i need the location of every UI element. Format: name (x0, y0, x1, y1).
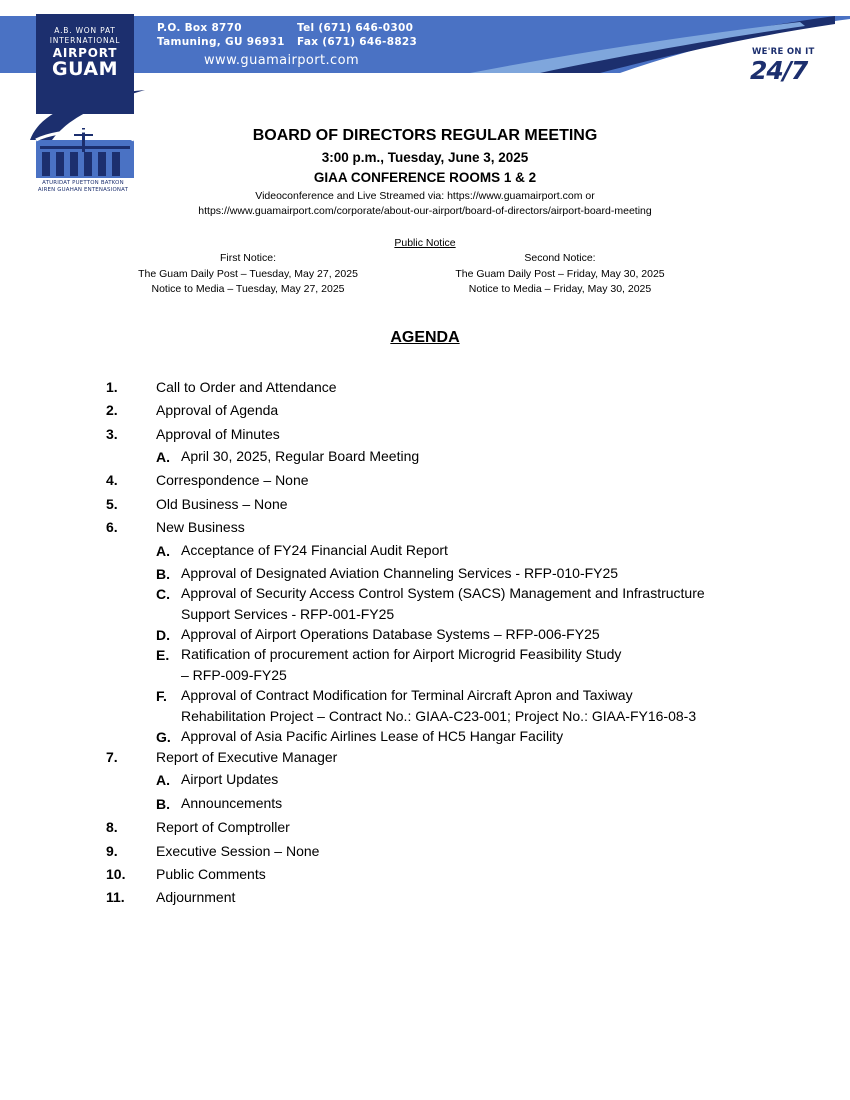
agenda-sub-letter: A. (156, 449, 170, 465)
agenda-sub-letter: A. (156, 772, 170, 788)
agenda-number: 4. (106, 472, 118, 488)
agenda-number: 7. (106, 749, 118, 765)
stream-line2: https://www.guamairport.com/corporate/about-our-airport/board-of-directors/airport-board-meeting (198, 205, 652, 217)
agenda-item: Old Business – None (156, 496, 288, 512)
agenda-sub-item: Approval of Contract Modification for Terminal Aircraft Apron and Taxiway Rehabilitation Project – Contract No.: GIAA-C23-001; Project No.: GIAA-FY16-08-3 (181, 687, 697, 724)
agenda-number: 1. (106, 379, 118, 395)
agenda-sub-item: Approval of Asia Pacific Airlines Lease of HC5 Hangar Facility (181, 728, 564, 744)
meeting-title: BOARD OF DIRECTORS REGULAR MEETING (252, 127, 598, 144)
logo-line2: INTERNATIONAL (49, 36, 121, 45)
agenda-item: Approval of Agenda (156, 402, 279, 418)
fax: Fax (671) 646-8823 (297, 36, 418, 48)
agenda-sub-item: Acceptance of FY24 Financial Audit Report (181, 542, 448, 558)
agenda-item: Executive Session – None (156, 843, 320, 859)
agenda-number: 10. (106, 866, 126, 882)
agenda-number: 8. (106, 819, 118, 835)
public-notice-heading: Public Notice (394, 237, 456, 249)
agenda-number: 2. (106, 402, 118, 418)
agenda-number: 9. (106, 843, 118, 859)
telephone: Tel (671) 646-0300 (297, 22, 414, 34)
second-notice-line1: The Guam Daily Post – Friday, May 30, 2025 (455, 267, 665, 280)
agenda-item: Report of Executive Manager (156, 749, 338, 765)
airport-logo (36, 14, 134, 114)
first-notice-line2: Notice to Media – Tuesday, May 27, 2025 (151, 283, 345, 295)
second-notice-line2: Notice to Media – Friday, May 30, 2025 (468, 283, 652, 295)
agenda-sub-item: Approval of Security Access Control System (SACS) Management and Infrastructure Support Services - RFP-001-FY25 (181, 585, 705, 622)
logo-line1: A.B. WON PAT (54, 26, 116, 35)
meeting-location: GIAA CONFERENCE ROOMS 1 & 2 (313, 170, 537, 185)
agenda-number: 3. (106, 426, 118, 442)
address-line2: Tamuning, GU 96931 (157, 36, 285, 48)
second-notice-label: Second Notice: (524, 252, 596, 264)
agenda-item: Adjournment (156, 889, 236, 905)
agenda-sub-item: Approval of Airport Operations Database Systems – RFP-006-FY25 (181, 626, 600, 642)
address-line1: P.O. Box 8770 (157, 22, 242, 34)
website-link[interactable]: www.guamairport.com (204, 53, 360, 68)
stream-line1: Videoconference and Live Streamed via: https://www.guamairport.com or (255, 190, 595, 202)
agenda-sub-item: April 30, 2025, Regular Board Meeting (181, 448, 420, 464)
first-notice-line1: The Guam Daily Post – Tuesday, May 27, 2025 (138, 267, 358, 280)
agenda-item: Call to Order and Attendance (156, 379, 337, 395)
agenda-sub-item: Approval of Designated Aviation Channeling Services - RFP-010-FY25 (181, 565, 619, 581)
slogan-247: 24/7 (750, 56, 808, 85)
agenda-sub-letter: B. (156, 796, 170, 812)
agenda-number: 5. (106, 496, 118, 512)
agenda-sub-letter: B. (156, 566, 170, 582)
first-notice-label: First Notice: (219, 252, 276, 264)
authority-name-line1: ATURIDAT PUETTON BATKON (42, 180, 124, 186)
agenda-title: AGENDA (390, 329, 460, 346)
agenda-sub-item: Airport Updates (181, 771, 279, 787)
logo-line3: AIRPORT (52, 46, 118, 60)
authority-name-line2: AIREN GUAHAN ENTENASIONAT (37, 187, 129, 193)
agenda-item: Public Comments (156, 866, 266, 882)
agenda-number: 6. (106, 519, 118, 535)
agenda-sub-item: Announcements (181, 795, 283, 811)
agenda-sub-letter: G. (156, 729, 171, 745)
agenda-sub-letter: F. (156, 688, 167, 704)
agenda-sub-letter: C. (156, 586, 170, 602)
first-notice (98, 251, 398, 298)
agenda-sub-letter: D. (156, 627, 170, 643)
slogan-text: WE'RE ON IT (752, 47, 815, 57)
meeting-time: 3:00 p.m., Tuesday, June 3, 2025 (321, 150, 529, 165)
agenda-sub-item: Ratification of procurement action for Airport Microgrid Feasibility Study – RFP-009-FY25 (181, 646, 622, 683)
agenda-item: Correspondence – None (156, 472, 309, 488)
agenda-sub-letter: A. (156, 543, 170, 559)
agenda-item: Approval of Minutes (156, 426, 280, 442)
agenda-sub-letter: E. (156, 647, 170, 663)
second-notice (410, 251, 710, 298)
agenda-item: Report of Comptroller (156, 819, 290, 835)
agenda-item: New Business (156, 519, 245, 535)
logo-line4: GUAM (51, 58, 119, 80)
agenda-number: 11. (106, 889, 125, 905)
